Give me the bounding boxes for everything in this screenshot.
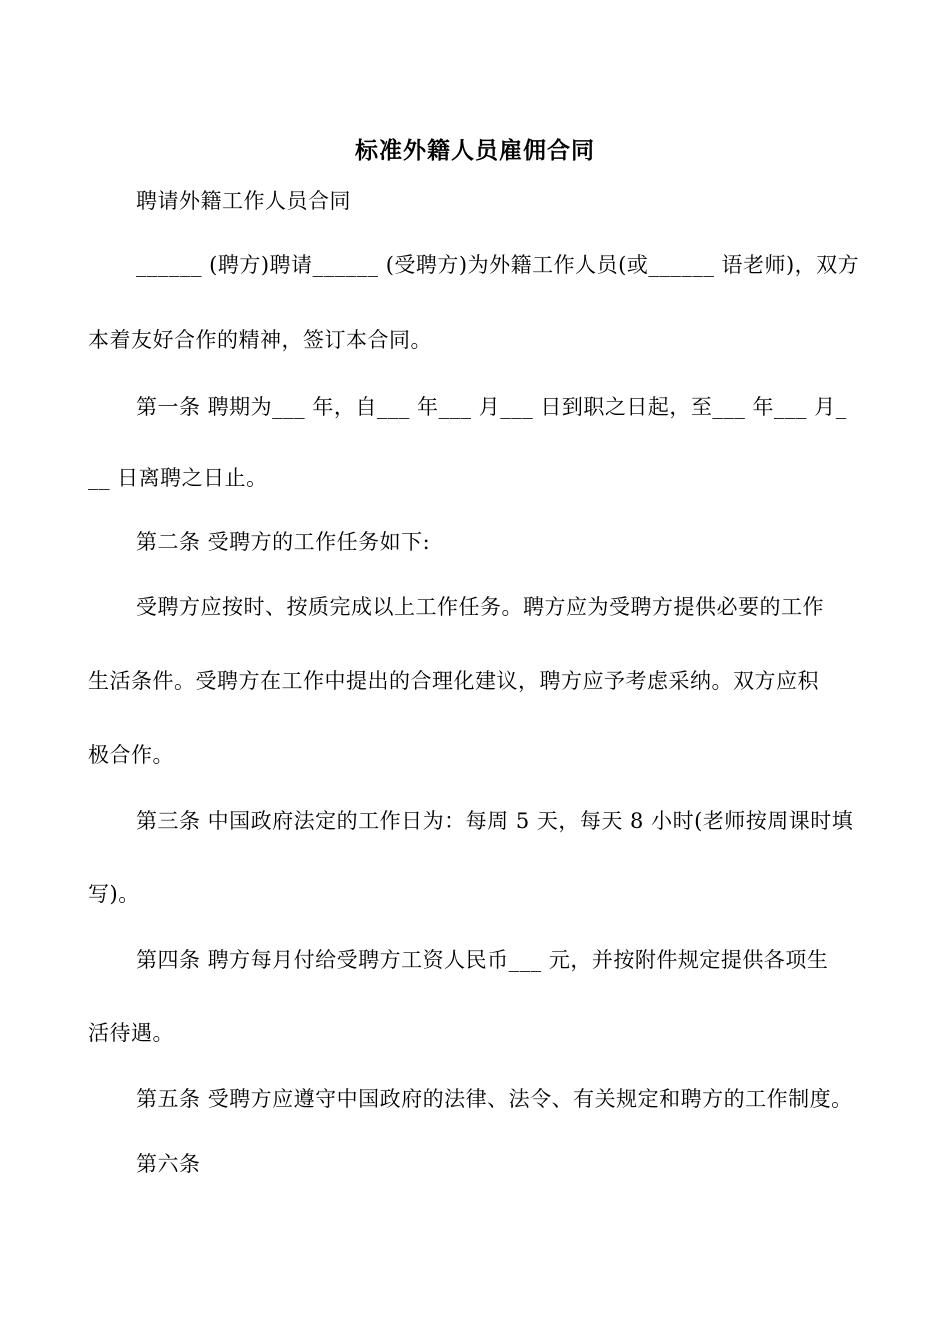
paragraph-line: 受聘方应按时、按质完成以上工作任务。聘方应为受聘方提供必要的工作	[136, 595, 824, 619]
subtitle-line: 聘请外籍工作人员合同	[136, 189, 351, 213]
article-4-line: 活待遇。	[88, 1021, 174, 1045]
article-3-line: 第三条 中国政府法定的工作日为：每周 5 天，每天 8 小时(老师按周课时填	[136, 809, 854, 833]
article-3-line: 写)。	[88, 882, 140, 906]
article-1-line: 第一条 聘期为___ 年，自___ 年___ 月___ 日到职之日起，至___ 年___ 月_	[136, 395, 847, 419]
article-1-line: __ 日离聘之日止。	[88, 466, 268, 490]
document-title: 标准外籍人员雇佣合同	[355, 137, 595, 164]
article-6-line: 第六条	[136, 1152, 201, 1176]
paragraph-line: ______ (聘方)聘请______ (受聘方)为外籍工作人员(或______ 语老师)，双方	[136, 253, 860, 277]
article-5-line: 第五条 受聘方应遵守中国政府的法律、法令、有关规定和聘方的工作制度。	[136, 1087, 853, 1111]
article-4-line: 第四条 聘方每月付给受聘方工资人民币___ 元，并按附件规定提供各项生	[136, 948, 829, 972]
paragraph-line: 生活条件。受聘方在工作中提出的合理化建议，聘方应予考虑采纳。双方应积	[88, 669, 819, 693]
paragraph-line: 本着友好合作的精神，签订本合同。	[88, 328, 432, 352]
paragraph-line: 极合作。	[88, 743, 174, 767]
article-2-line: 第二条 受聘方的工作任务如下:	[136, 530, 431, 554]
